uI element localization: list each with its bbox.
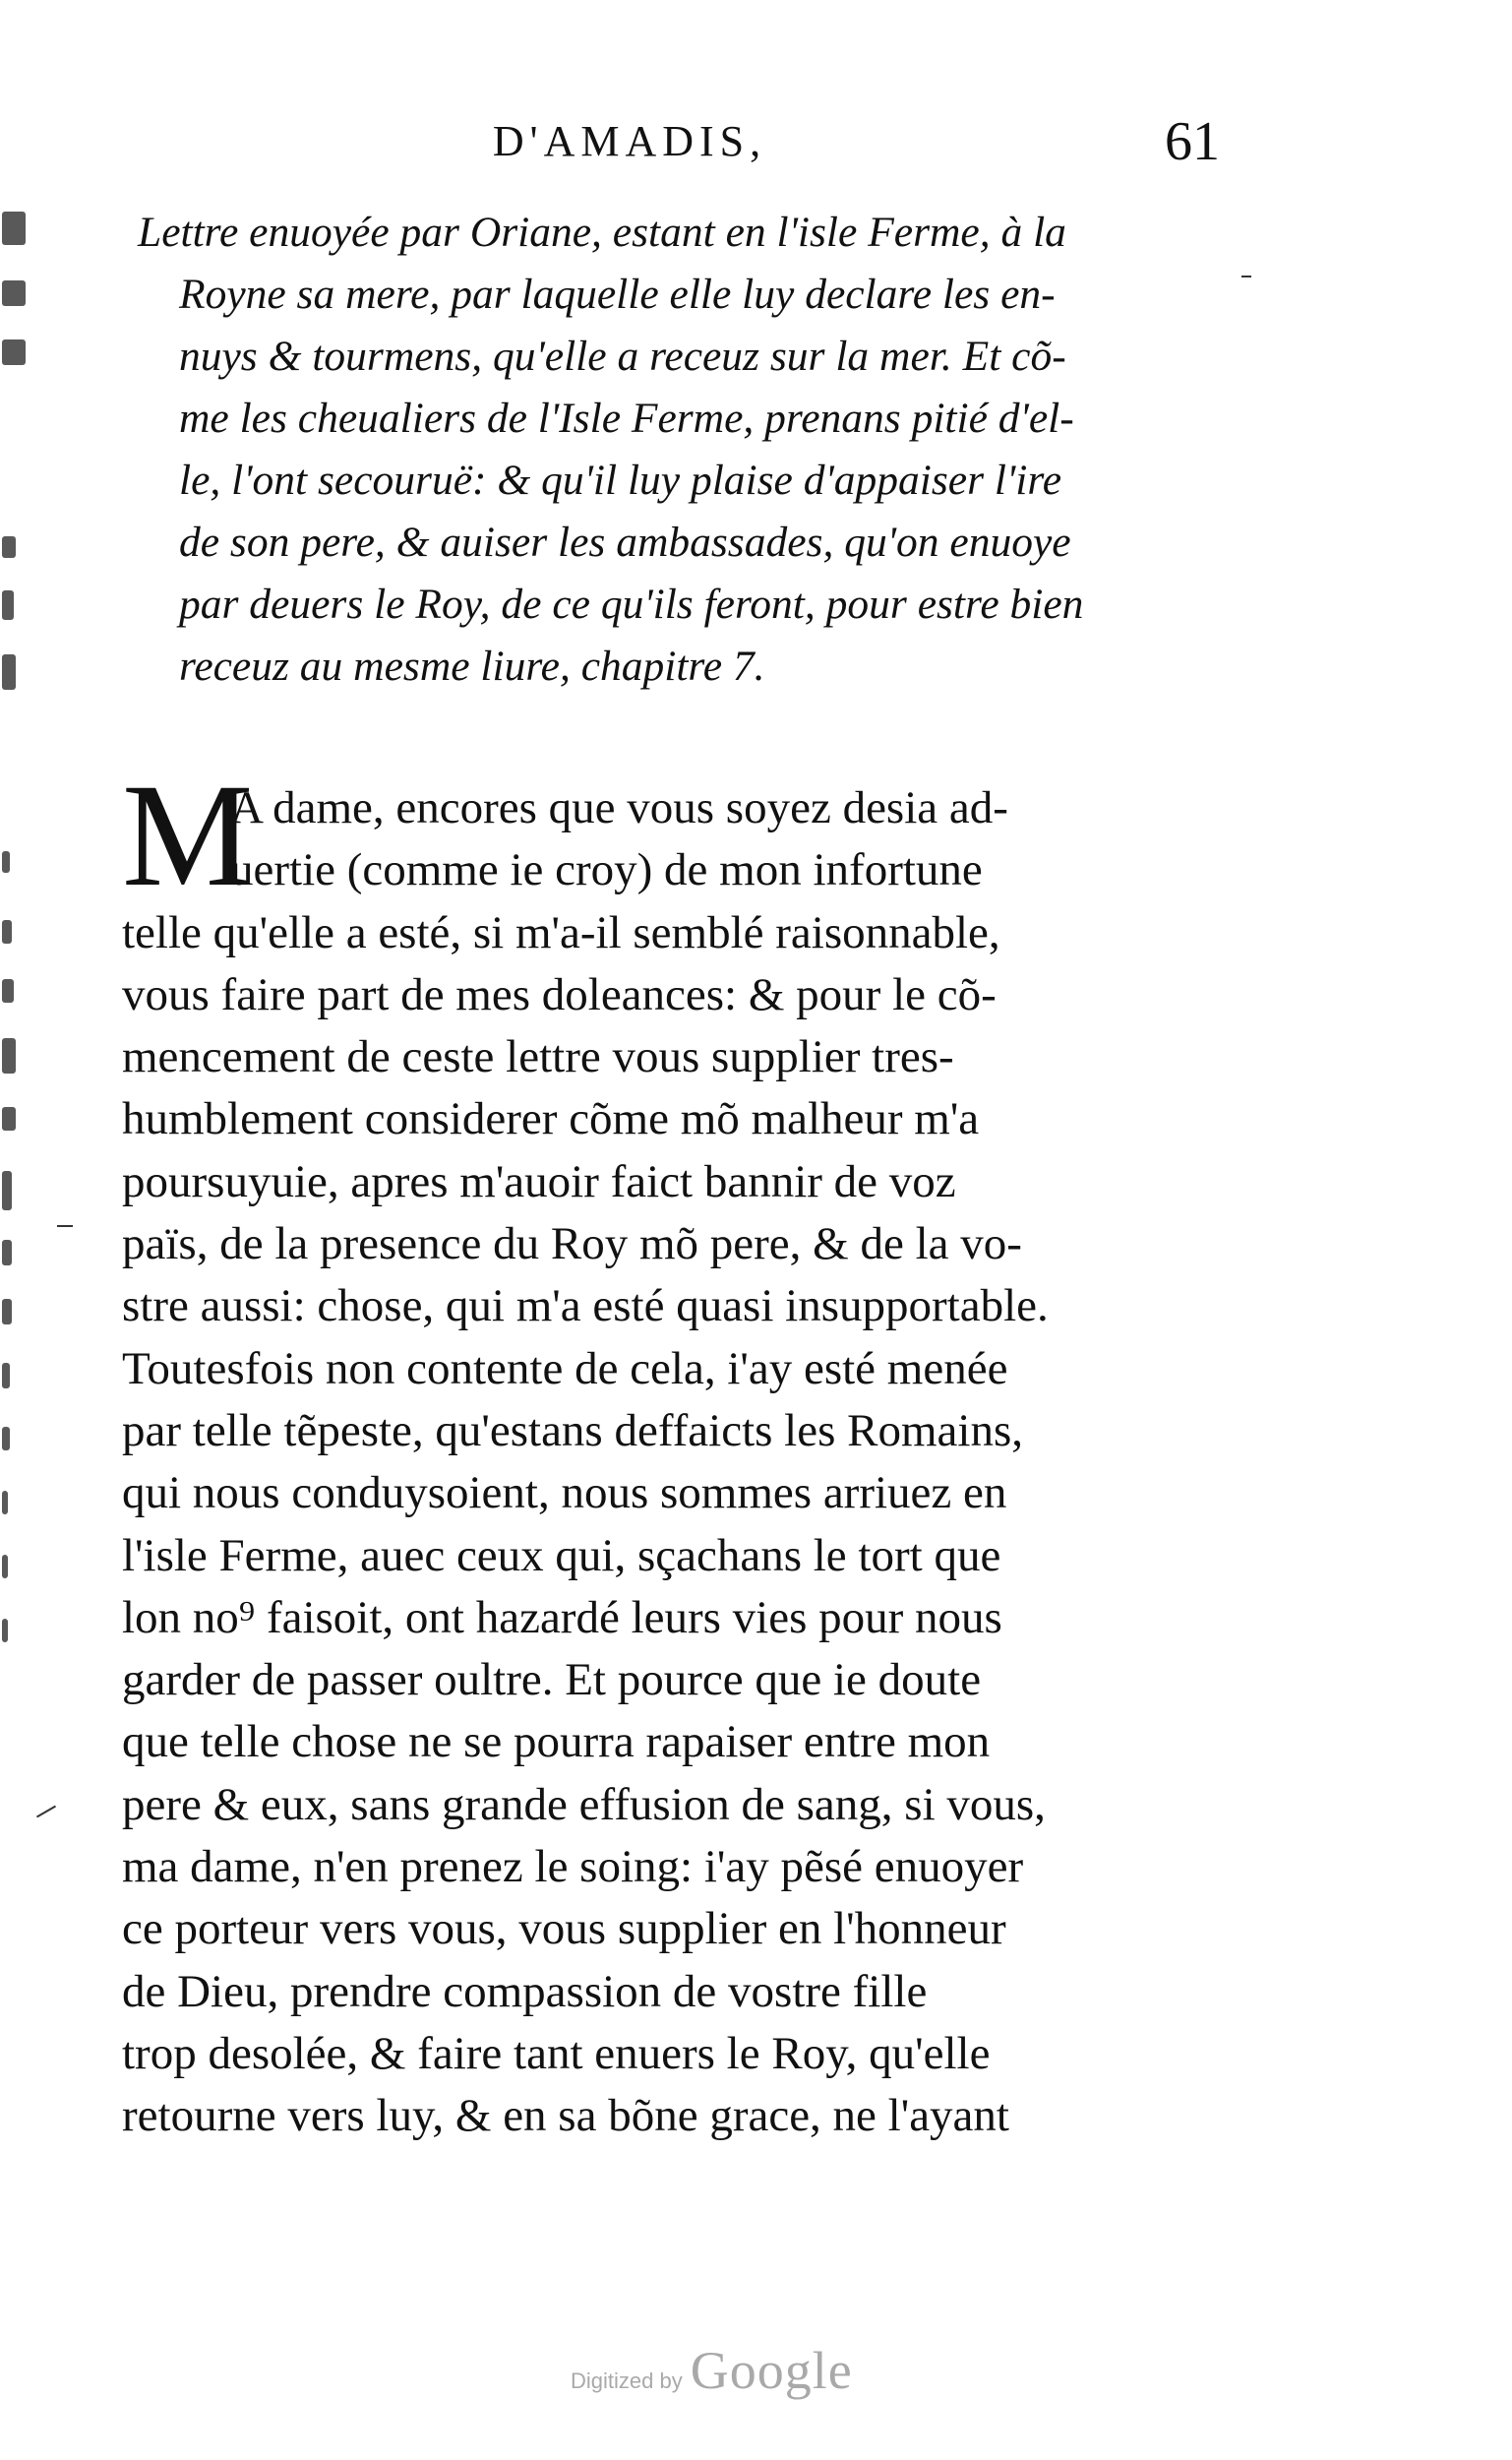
body-line: garder de passer oultre. Et pource que ie doute [122,1654,982,1706]
margin-mark [2,851,10,873]
drop-cap-initial: M [122,754,254,917]
summary-line: nuys & tourmens, qu'elle a receuz sur la mer. Et cõ- [179,333,1066,380]
margin-mark [2,590,14,620]
margin-mark [2,654,16,690]
stray-mark [57,1225,73,1227]
body-line: Toutesfois non contente de cela, i'ay esté menée [122,1342,1008,1394]
body-line: ma dame, n'en prenez le soing: i'ay pẽsé enuoyer [122,1841,1024,1893]
margin-mark [2,536,16,558]
summary-line: Lettre enuoyée par Oriane, estant en l'isle Ferme, à la [138,209,1066,256]
running-title: D'AMADIS, [492,117,767,165]
body-line: qui nous conduysoient, nous sommes arriuez en [122,1467,1007,1519]
margin-mark [2,212,26,245]
page-number: 61 [1165,111,1220,172]
margin-mark [2,1038,16,1074]
summary-line: le, l'ont secouruë: & qu'il luy plaise d'appaiser l'ire [179,457,1062,504]
margin-mark [2,1427,10,1450]
body-line: ce porteur vers vous, vous supplier en l'honneur [122,1903,1006,1955]
margin-mark [2,1363,10,1388]
digitized-label: Digitized by [571,2368,683,2393]
body-line: par telle tẽpeste, qu'estans deffaicts les Romains, [122,1404,1023,1456]
digitized-by-watermark [571,2340,964,2401]
body-line: stre aussi: chose, qui m'a esté quasi insupportable. [122,1280,1049,1332]
body-line: de Dieu, prendre compassion de vostre fille [122,1965,928,2017]
body-line: l'isle Ferme, auec ceux qui, sçachans le tort que [122,1529,1001,1581]
margin-mark [2,1171,12,1210]
google-logo: Google [690,2341,853,2400]
stray-mark [1241,276,1251,277]
body-line: que telle chose ne se pourra rapaiser entre mon [122,1716,991,1768]
summary-line: par deuers le Roy, de ce qu'ils feront, pour estre bien [179,581,1084,628]
margin-mark [2,1107,16,1131]
body-line: poursuyuie, apres m'auoir faict bannir de voz [122,1155,956,1207]
body-line: lon no⁹ faisoit, ont hazardé leurs vies pour nous [122,1591,1002,1643]
margin-mark [2,1555,8,1578]
body-line: pere & eux, sans grande effusion de sang, si vous, [122,1778,1046,1830]
body-line: telle qu'elle a esté, si m'a-il semblé raisonnable, [122,906,1000,958]
summary-line: me les cheualiers de l'Isle Ferme, prenans pitié d'el- [179,395,1074,442]
margin-mark [2,339,26,365]
body-line: uertie (comme ie croy) de mon infortune [230,844,983,896]
summary-line: de son pere, & auiser les ambassades, qu'on enuoye [179,519,1071,566]
margin-mark [2,1240,12,1265]
margin-mark [2,280,26,306]
margin-mark [2,979,14,1003]
letter-body [122,754,1214,2148]
margin-mark [2,920,12,944]
chapter-summary [138,202,1210,698]
summary-line: Royne sa mere, par laquelle elle luy declare les en- [179,271,1056,318]
left-margin-bleed [0,0,39,2460]
body-line: mencement de ceste lettre vous supplier tres- [122,1031,954,1083]
body-line: retourne vers luy, & en sa bõne grace, ne l'ayant [122,2090,1009,2142]
body-line: trop desolée, & faire tant enuers le Roy, qu'elle [122,2027,991,2079]
body-line: vous faire part de mes doleances: & pour le cõ- [122,968,997,1020]
margin-mark [2,1299,12,1324]
body-line: A dame, encores que vous soyez desia ad- [230,782,1008,833]
margin-mark [2,1619,8,1642]
margin-mark [2,1491,8,1514]
body-line: humblement considerer cõme mõ malheur m'a [122,1093,980,1145]
body-line: païs, de la presence du Roy mõ pere, & de la vo- [122,1218,1022,1270]
summary-line: receuz au mesme liure, chapitre 7. [179,643,765,690]
